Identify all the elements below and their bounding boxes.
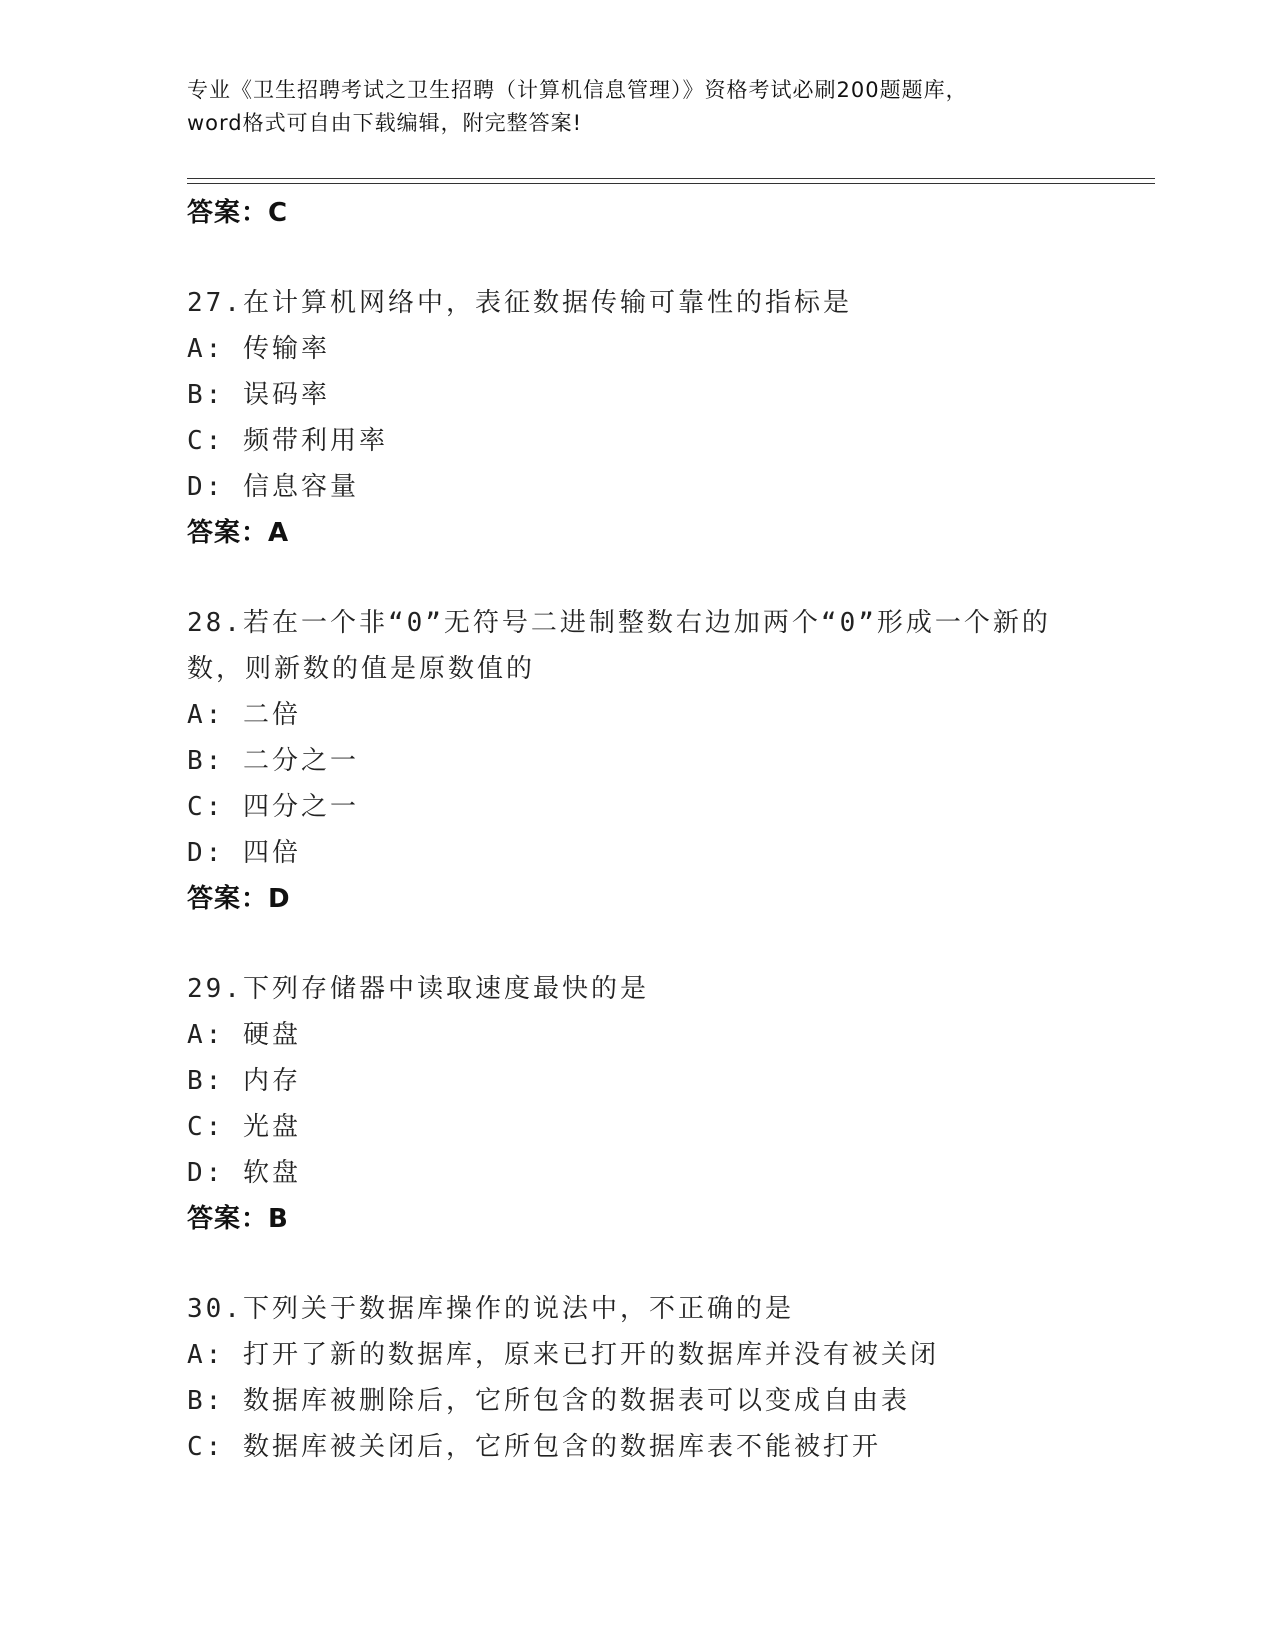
question-27	[187, 280, 1187, 556]
option-b: B: 二分之一	[187, 746, 359, 776]
question-30	[187, 1286, 1187, 1470]
option-c: C: 频带利用率	[187, 426, 388, 456]
header-line-1: 专业《卫生招聘考试之卫生招聘（计算机信息管理）》资格考试必刷200题题库，	[187, 78, 968, 102]
question-text: 30.下列关于数据库操作的说法中，不正确的是	[187, 1294, 794, 1324]
spacer	[187, 236, 1187, 280]
option-b: B: 数据库被删除后，它所包含的数据表可以变成自由表	[187, 1386, 910, 1416]
option-c: C: 四分之一	[187, 792, 359, 822]
question-text: 29.下列存储器中读取速度最快的是	[187, 974, 649, 1004]
answer-line: 答案：A	[187, 518, 290, 548]
option-c: C: 光盘	[187, 1112, 301, 1142]
option-d: D: 四倍	[187, 838, 301, 868]
answer-line: 答案：C	[187, 198, 289, 228]
option-b: B: 误码率	[187, 380, 330, 410]
answer-line: 答案：B	[187, 1204, 289, 1234]
question-29	[187, 966, 1187, 1242]
option-d: D: 信息容量	[187, 472, 359, 502]
header-line-2: word格式可自由下载编辑，附完整答案!	[187, 111, 583, 135]
question-list	[187, 190, 1187, 1470]
question-text-line-1: 28.若在一个非“0”无符号二进制整数右边加两个“0”形成一个新的	[187, 608, 1051, 638]
spacer	[187, 922, 1187, 966]
option-b: B: 内存	[187, 1066, 301, 1096]
header-divider-top	[187, 178, 1155, 179]
question-28	[187, 600, 1187, 922]
option-a: A: 传输率	[187, 334, 330, 364]
option-d: D: 软盘	[187, 1158, 301, 1188]
option-a: A: 打开了新的数据库，原来已打开的数据库并没有被关闭	[187, 1340, 939, 1370]
spacer	[187, 1242, 1187, 1286]
question-text: 27.在计算机网络中，表征数据传输可靠性的指标是	[187, 288, 852, 318]
option-c: C: 数据库被关闭后，它所包含的数据库表不能被打开	[187, 1432, 881, 1462]
option-a: A: 硬盘	[187, 1020, 301, 1050]
document-header	[187, 74, 1087, 140]
option-a: A: 二倍	[187, 700, 301, 730]
question-text-line-2: 数，则新数的值是原数值的	[187, 654, 536, 684]
answer-line: 答案：D	[187, 884, 291, 914]
spacer	[187, 556, 1187, 600]
header-divider-bottom	[187, 183, 1155, 184]
